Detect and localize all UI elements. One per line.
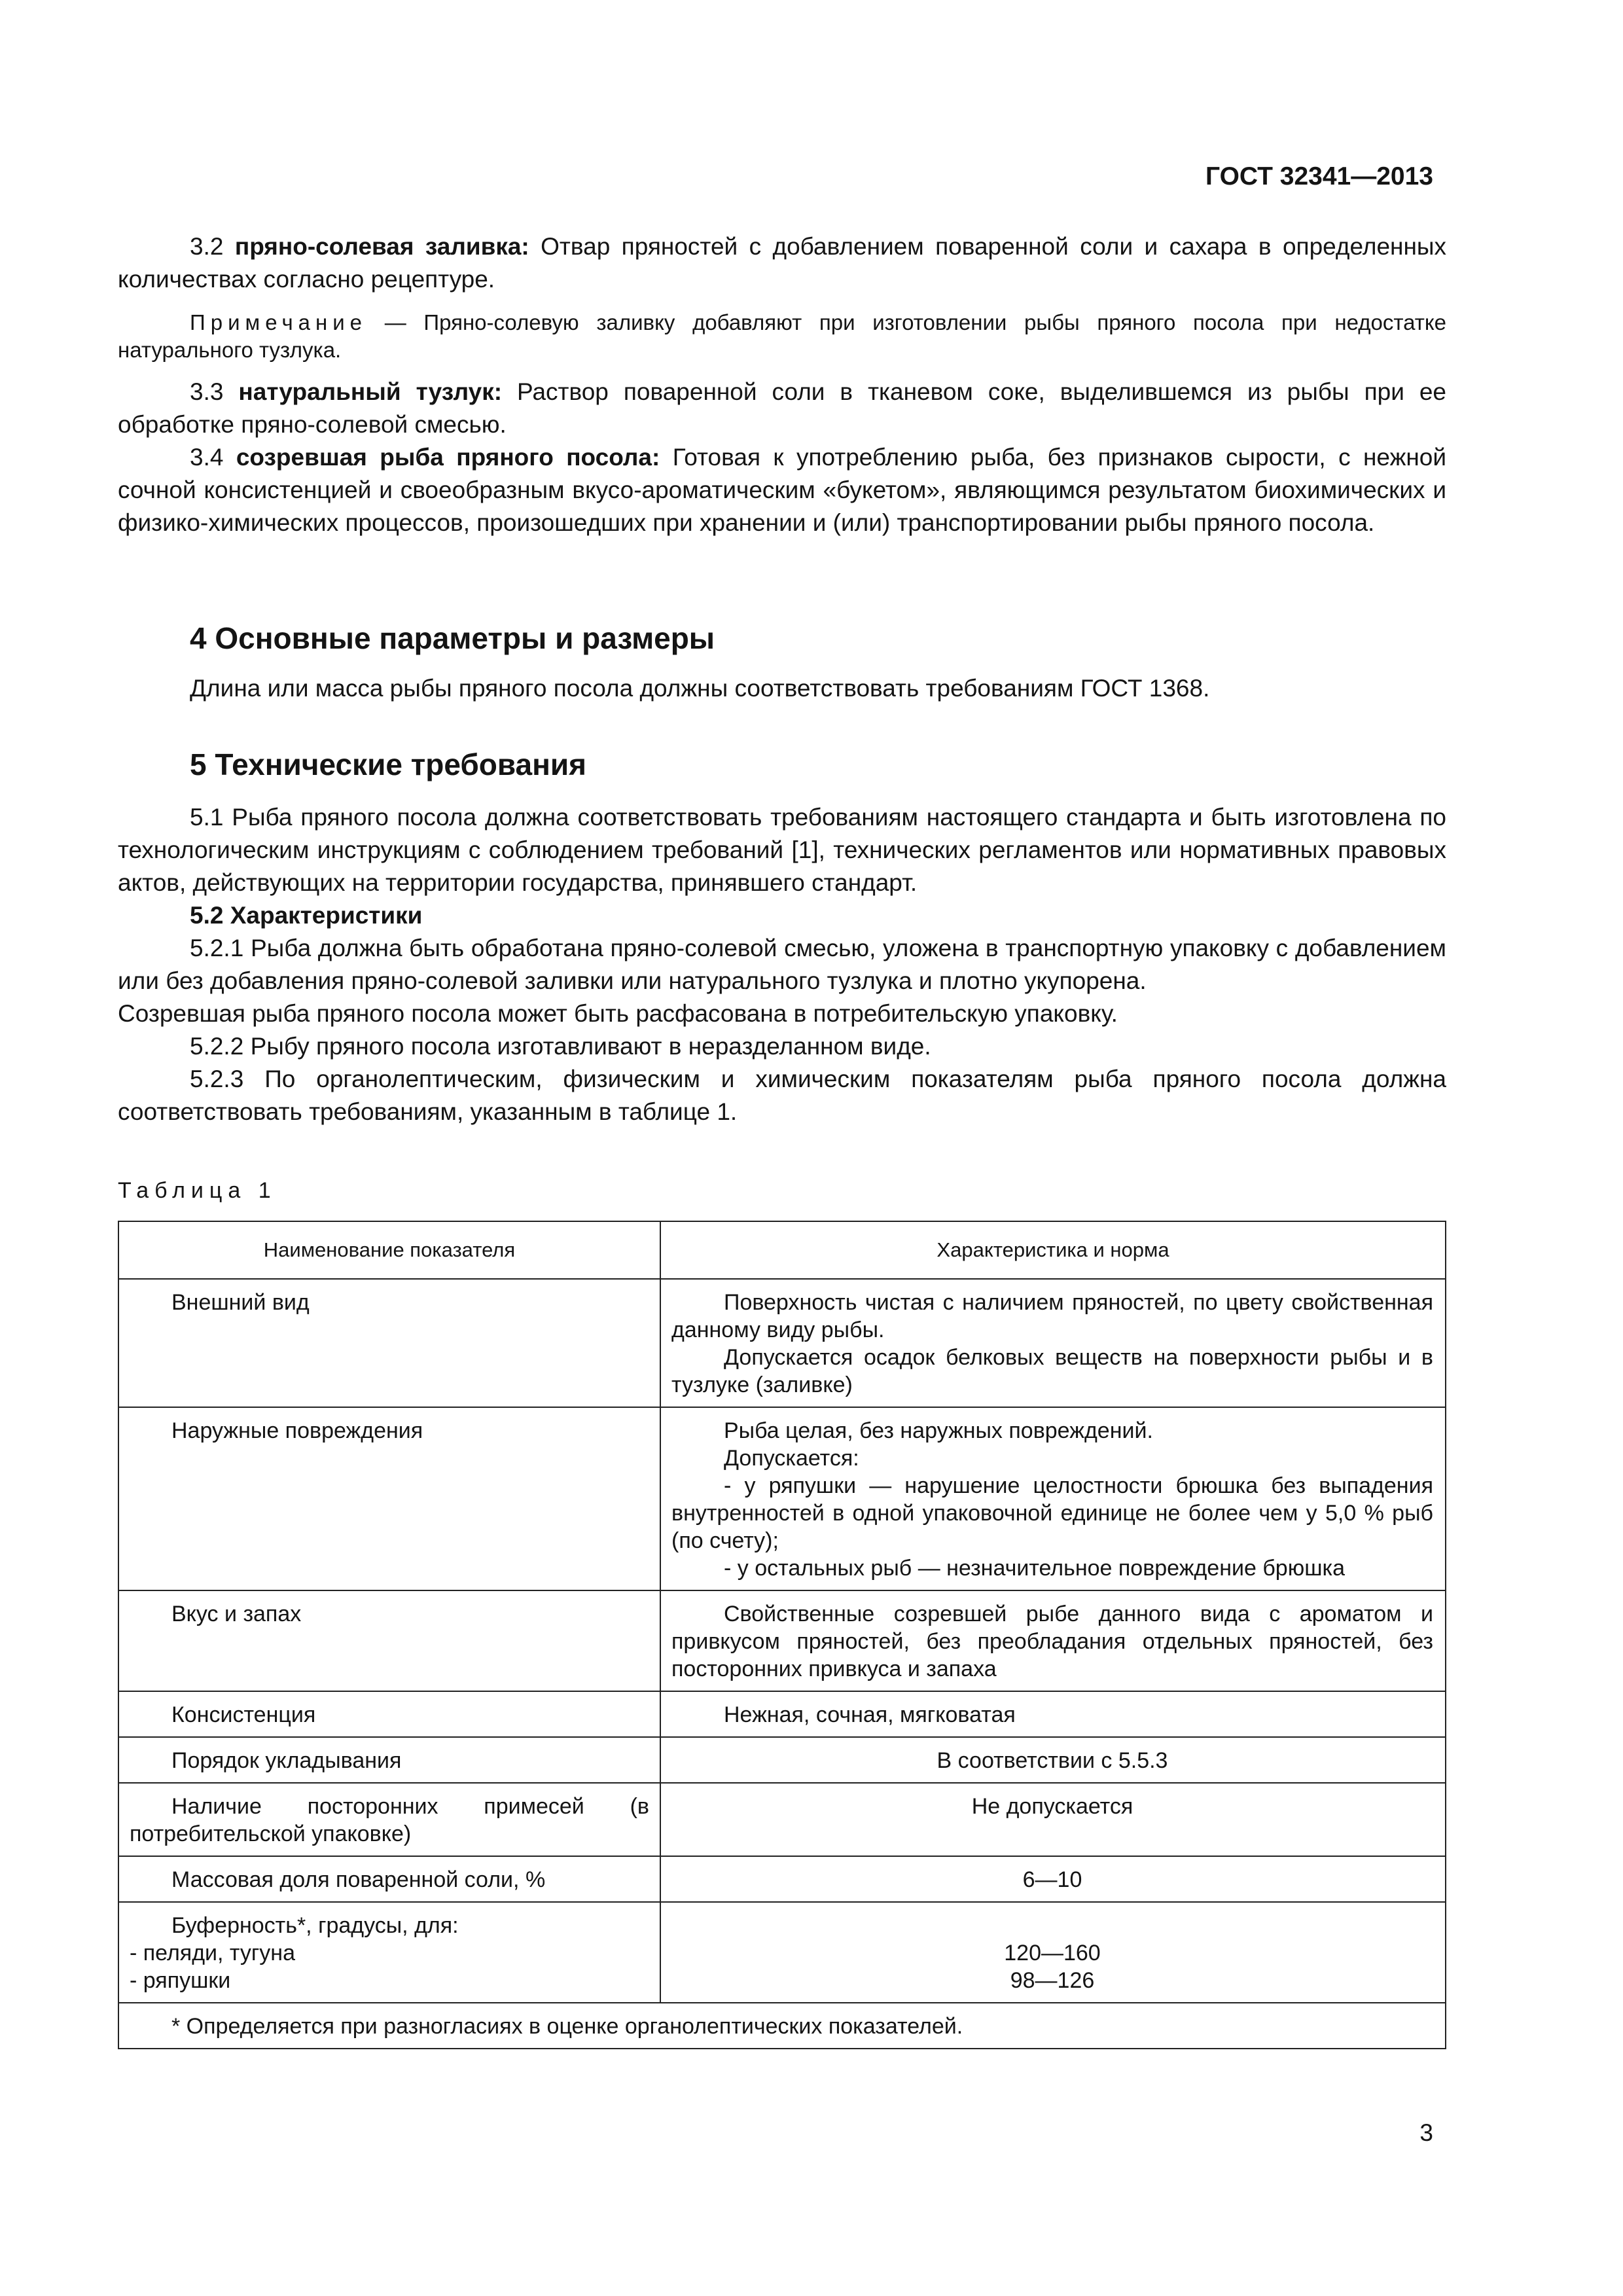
paragraph-5-1: 5.1 Рыба пряного посола должна соответствовать требованиям настоящего стандарта и быть изготовлена по технологическим инструкциям с соблюдением требований [1], технических регламентов или нормативных правовых актов, действующих на территории государства, принявшего стандарт.	[118, 804, 1446, 896]
indicator-name: Внешний вид	[118, 1279, 660, 1407]
note-label: Примечание	[190, 310, 368, 334]
term: созревшая рыба пряного посола:	[236, 444, 660, 471]
clause-number: 3.4	[190, 444, 224, 471]
table-row	[118, 1590, 1446, 1691]
table-row	[118, 1856, 1446, 1902]
table-row	[118, 1407, 1446, 1590]
norm-line: 120—160	[1004, 1941, 1101, 1965]
requirements-table	[118, 1221, 1446, 2049]
section-4-text: Длина или масса рыбы пряного посола должны соответствовать требованиям ГОСТ 1368.	[190, 675, 1210, 702]
indicator-name: Вкус и запах	[118, 1590, 660, 1691]
column-header: Наименование показателя	[118, 1221, 660, 1279]
indicator-norm	[660, 1590, 1446, 1691]
note-text: — Пряно-солевую заливку добавляют при изготовлении рыбы пряного посола при недостатке натурального тузлука.	[118, 310, 1446, 362]
page-number: 3	[1419, 2119, 1433, 2146]
table-row	[118, 1902, 1446, 2003]
norm-line: Допускается:	[724, 1446, 859, 1471]
indicator-norm: 6—10	[660, 1856, 1446, 1902]
section-5-title: 5 Технические требования	[190, 747, 586, 781]
indicator-name-line: Буферность*, градусы, для:	[171, 1913, 459, 1938]
table-row	[118, 1279, 1446, 1407]
definition-text: Готовая к употреблению рыба, без признаков сырости, с нежной сочной консистенцией и своеобразным вкусо-ароматическим «букетом», являющимся результатом биохимических и физико-химических процессов, произошедших при хранении и (или) транспортировании рыбы пряного посола.	[118, 444, 1446, 536]
indicator-norm: Не допускается	[660, 1783, 1446, 1856]
column-header: Характеристика и норма	[660, 1221, 1446, 1279]
indicator-name-line: - ряпушки	[130, 1968, 231, 1993]
paragraph-3-2	[118, 230, 1446, 296]
indicator-norm	[660, 1902, 1446, 2003]
indicator-name-line: - пеляди, тугуна	[130, 1941, 295, 1965]
table-footnote: * Определяется при разногласиях в оценке органолептических показателей.	[118, 2003, 1446, 2049]
section-4-title: 4 Основные параметры и размеры	[190, 621, 715, 655]
clause-number: 3.2	[190, 233, 224, 260]
subsection-5-2-title: 5.2 Характеристики	[190, 902, 423, 929]
indicator-name: Наличие посторонних примесей (в потребительской упаковке)	[118, 1783, 660, 1856]
paragraph-5-2-3: 5.2.3 По органолептическим, физическим и химическим показателям рыба пряного посола должна соответствовать требованиям, указанным в таблице 1.	[118, 1066, 1446, 1125]
paragraph-5-2-2: 5.2.2 Рыбу пряного посола изготавливают в неразделанном виде.	[190, 1033, 931, 1060]
table-caption: Таблица 1	[118, 1178, 277, 1203]
paragraph-5-2-1-continued: Созревшая рыба пряного посола может быть расфасована в потребительскую упаковку.	[118, 1000, 1118, 1027]
norm-line: Свойственные созревшей рыбе данного вида с ароматом и привкусом пряностей, без преобладания отдельных пряностей, без посторонних привкуса и запаха	[671, 1602, 1433, 1681]
norm-line: - у ряпушки — нарушение целостности брюшка без выпадения внутренностей в одной упаковочной единице не более чем у 5,0 % рыб (по счету);	[671, 1473, 1433, 1553]
indicator-norm	[660, 1691, 1446, 1737]
indicator-name: Наружные повреждения	[118, 1407, 660, 1590]
norm-line: Рыба целая, без наружных повреждений.	[724, 1418, 1153, 1443]
norm-line: Поверхность чистая с наличием пряностей, по цвету свойственная данному виду рыбы.	[671, 1290, 1433, 1342]
term: натуральный тузлук:	[238, 378, 503, 405]
definition-text: Раствор поваренной соли в тканевом соке, выделившемся из рыбы при ее обработке пряно-солевой смесью.	[118, 378, 1446, 438]
paragraph-3-3	[118, 376, 1446, 441]
paragraph-5-2-1: 5.2.1 Рыба должна быть обработана пряно-солевой смесью, уложена в транспортную упаковку с добавлением или без добавления пряно-солевой заливки или натурального тузлука и плотно укупорена.	[118, 935, 1446, 994]
norm-line: 98—126	[1010, 1968, 1095, 1993]
indicator-norm	[660, 1279, 1446, 1407]
indicator-name	[118, 1902, 660, 2003]
indicator-name: Консистенция	[118, 1691, 660, 1737]
indicator-name: Массовая доля поваренной соли, %	[118, 1856, 660, 1902]
note	[118, 309, 1446, 364]
indicator-norm	[660, 1407, 1446, 1590]
indicator-name: Порядок укладывания	[118, 1737, 660, 1783]
table-row	[118, 1783, 1446, 1856]
term: пряно-солевая заливка:	[234, 233, 529, 260]
section-4	[118, 619, 1446, 705]
table-header-row	[118, 1221, 1446, 1279]
definition-text: Отвар пряностей с добавлением поваренной соли и сахара в определенных количествах согласно рецептуре.	[118, 233, 1446, 293]
table-row	[118, 1691, 1446, 1737]
norm-line: Нежная, сочная, мягковатая	[724, 1702, 1016, 1727]
table-row	[118, 1737, 1446, 1783]
clause-number: 3.3	[190, 378, 224, 405]
norm-line: - у остальных рыб — незначительное повреждение брюшка	[724, 1556, 1346, 1581]
definitions-block	[118, 230, 1446, 539]
norm-line: Допускается осадок белковых веществ на поверхности рыбы и в тузлуке (заливке)	[671, 1345, 1433, 1397]
document-header: ГОСТ 32341—2013	[1205, 162, 1433, 190]
indicator-norm: В соответствии с 5.5.3	[660, 1737, 1446, 1783]
paragraph-3-4	[118, 441, 1446, 539]
table-footnote-row	[118, 2003, 1446, 2049]
section-5	[118, 745, 1446, 1128]
